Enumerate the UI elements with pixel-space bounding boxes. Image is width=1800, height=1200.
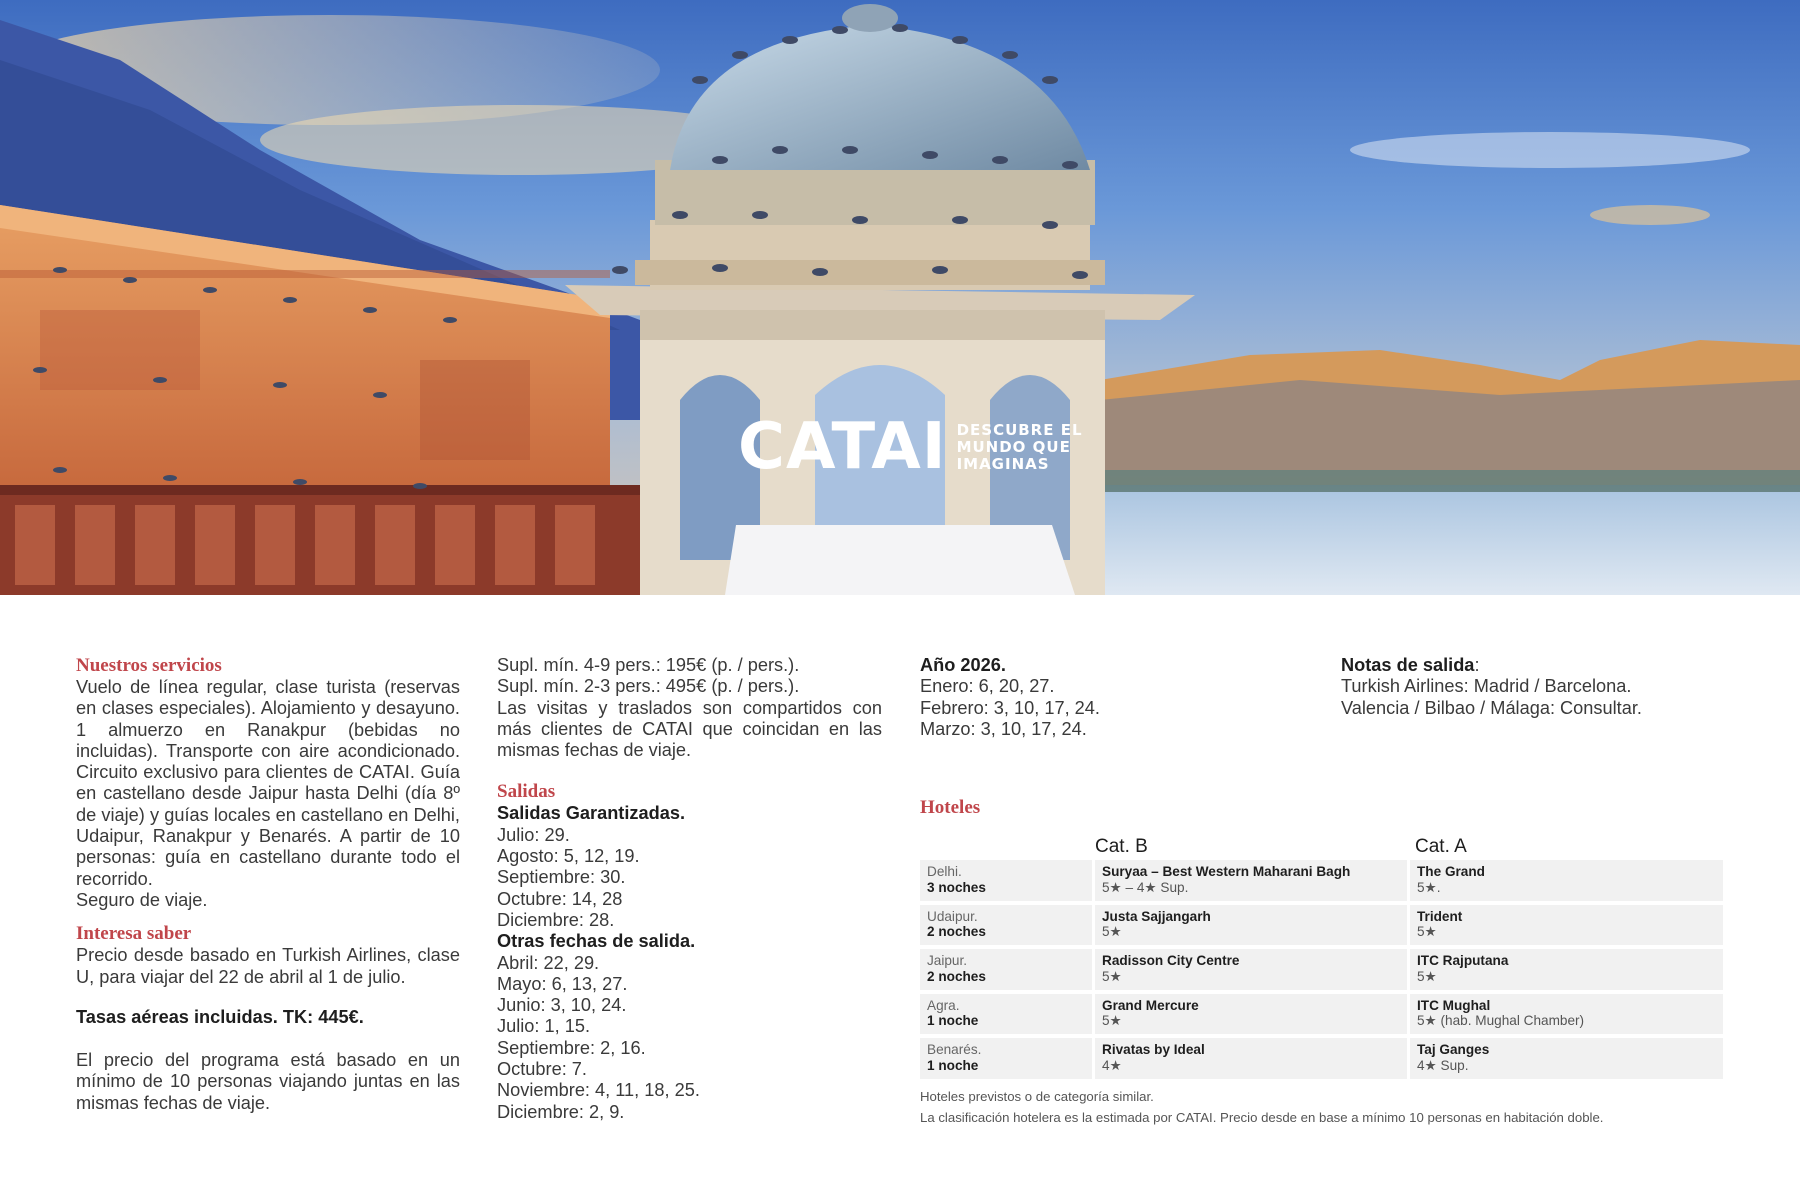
- cat-b-cell: [1095, 1038, 1407, 1079]
- notes-heading: [1341, 655, 1761, 676]
- hotel-name: Taj Ganges: [1417, 1042, 1490, 1057]
- cat-a-cell: [1410, 905, 1723, 946]
- cat-a-cell: [1410, 994, 1723, 1035]
- cat-a-cell: [1410, 949, 1723, 990]
- table-row: [920, 949, 1725, 990]
- table-row: [920, 994, 1725, 1035]
- hotel-name: Radisson City Centre: [1102, 953, 1240, 968]
- guaranteed-date: Diciembre: 28.: [497, 909, 615, 930]
- cat-a-header: [1410, 836, 1723, 860]
- cat-b-cell: [1095, 949, 1407, 990]
- visits-text: Las visitas y traslados son compartidos con más clientes de CATAI que coincidan en las mismas fechas de viaje.: [497, 697, 882, 761]
- cat-a-cell: [1410, 860, 1723, 901]
- taxes-text: Tasas aéreas incluidas. TK: 445€.: [76, 1006, 364, 1027]
- table-row: [920, 905, 1725, 946]
- cat-b-cell: [1095, 860, 1407, 901]
- hotel-category: 5★ (hab. Mughal Chamber): [1417, 1013, 1585, 1028]
- other-date: Diciembre: 2, 9.: [497, 1101, 625, 1122]
- hotel-name: Suryaa – Best Western Maharani Bagh: [1102, 864, 1351, 879]
- year-2026-date: Marzo: 3, 10, 17, 24.: [920, 718, 1087, 739]
- other-date: Junio: 3, 10, 24.: [497, 995, 627, 1016]
- other-date: Noviembre: 4, 11, 18, 25.: [497, 1080, 700, 1101]
- other-date: Mayo: 6, 13, 27.: [497, 973, 628, 994]
- city-name: Udaipur.: [927, 908, 978, 924]
- year-2026-column: [920, 655, 1320, 740]
- notes-line: Turkish Airlines: Madrid / Barcelona.: [1341, 676, 1632, 697]
- notes-title: Notas de salida: [1341, 655, 1475, 675]
- insurance-text: Seguro de viaje.: [76, 889, 208, 910]
- notes-column: [1341, 655, 1761, 719]
- guaranteed-heading: Salidas Garantizadas.: [497, 803, 686, 824]
- hotel-category: 5★: [1102, 924, 1122, 939]
- hotel-name: Justa Sajjangarh: [1102, 908, 1211, 924]
- departures-column: [497, 655, 882, 1123]
- hotel-category: 5★: [1417, 968, 1437, 984]
- guaranteed-date: Julio: 29.: [497, 824, 570, 845]
- city-cell: [920, 994, 1092, 1035]
- city-cell: [920, 1038, 1092, 1079]
- tagline-line-2: MUNDO QUE: [956, 437, 1071, 456]
- hotel-category: 4★: [1102, 1057, 1122, 1073]
- cat-b-header: [912, 836, 1407, 860]
- hotels-note-2: La clasificación hotelera es la estimada por CATAI. Precio desde en base a mínimo 10 personas en habitación doble.: [920, 1110, 1604, 1125]
- services-text: Vuelo de línea regular, clase turista (reservas en clases especiales). Alojamiento y desayuno. 1 almuerzo en Ranakpur (bebidas no incluidas). Transporte con aire acondicionado. Circuito exclusivo para clientes de CATAI. Guía en castellano desde Jaipur hasta Delhi (día 8º de viaje) y guías locales en castellano en Delhi, Udaipur, Ranakpur y Benarés. A partir de 10 personas: guía en castellano durante todo el recorrido.: [76, 677, 460, 889]
- year-2026-heading: Año 2026.: [920, 655, 1006, 675]
- guaranteed-date: Septiembre: 30.: [497, 867, 626, 888]
- hotels-table: [920, 836, 1725, 1083]
- hotels-heading: Hoteles: [920, 797, 981, 818]
- year-2026-date: Febrero: 3, 10, 17, 24.: [920, 697, 1100, 718]
- cat-a-label: Cat. A: [1415, 836, 1467, 857]
- city-name: Jaipur.: [927, 953, 968, 968]
- brand-tagline: [957, 422, 1083, 473]
- hotel-category: 5★ – 4★ Sup.: [1102, 879, 1189, 895]
- nights: 2 noches: [927, 924, 986, 939]
- hotels-table-header: [920, 836, 1725, 860]
- city-cell: [920, 949, 1092, 990]
- supplement-2: Supl. mín. 2-3 pers.: 495€ (p. / pers.).: [497, 676, 800, 697]
- city-cell: [920, 860, 1092, 901]
- city-cell: [920, 905, 1092, 946]
- hotel-category: 5★: [1102, 968, 1122, 984]
- hotel-name: Rivatas by Ideal: [1102, 1042, 1205, 1057]
- year-2026-date: Enero: 6, 20, 27.: [920, 676, 1055, 697]
- hotel-category: 4★ Sup.: [1417, 1057, 1469, 1073]
- hotel-name: The Grand: [1417, 864, 1485, 879]
- departures-heading: Salidas: [497, 781, 556, 803]
- hotel-category: 5★: [1102, 1013, 1122, 1028]
- hero-photo: [0, 0, 1800, 595]
- cat-b-cell: [1095, 994, 1407, 1035]
- hotel-category: 5★.: [1417, 879, 1441, 895]
- program-text: El precio del programa está basado en un mínimo de 10 personas viajando juntas en las mismas fechas de viaje.: [76, 1050, 460, 1113]
- services-column: [76, 655, 460, 1114]
- hotel-name: Grand Mercure: [1102, 997, 1199, 1013]
- hotel-category: 5★: [1417, 924, 1437, 939]
- city-name: Benarés.: [927, 1042, 982, 1057]
- hotel-name: Trident: [1417, 908, 1463, 924]
- guaranteed-date: Agosto: 5, 12, 19.: [497, 846, 640, 867]
- tagline-line-1: DESCUBRE EL: [956, 420, 1083, 439]
- cat-b-cell: [1095, 905, 1407, 946]
- palace-illustration: [0, 0, 1800, 595]
- other-date: Septiembre: 2, 16.: [497, 1037, 646, 1058]
- other-date: Julio: 1, 15.: [497, 1016, 591, 1037]
- nights: 1 noche: [927, 1057, 979, 1073]
- other-dates-heading: Otras fechas de salida.: [497, 931, 696, 952]
- brand-name: CATAI: [738, 410, 947, 484]
- hotel-name: ITC Mughal: [1417, 997, 1491, 1013]
- nights: 2 noches: [927, 968, 986, 984]
- other-date: Abril: 22, 29.: [497, 952, 600, 973]
- table-row: [920, 860, 1725, 901]
- nights: 1 noche: [927, 1013, 979, 1028]
- cat-a-cell: [1410, 1038, 1723, 1079]
- table-row: [920, 1038, 1725, 1079]
- notes-colon: :: [1474, 655, 1480, 675]
- hotel-name: ITC Rajputana: [1417, 953, 1509, 968]
- hotels-note-1: Hoteles previstos o de categoría similar.: [920, 1089, 1154, 1104]
- guaranteed-date: Octubre: 14, 28: [497, 888, 623, 909]
- cat-b-label: Cat. B: [1095, 836, 1148, 857]
- city-name: Agra.: [927, 997, 960, 1013]
- nights: 3 noches: [927, 879, 986, 895]
- catai-logo: [738, 410, 1083, 484]
- price-text: Precio desde basado en Turkish Airlines, clase U, para viajar del 22 de abril al 1 de julio.: [76, 945, 460, 987]
- services-heading: Nuestros servicios: [76, 655, 222, 676]
- tagline-line-3: IMAGINAS: [956, 454, 1050, 473]
- supplement-1: Supl. mín. 4-9 pers.: 195€ (p. / pers.).: [497, 655, 800, 675]
- notes-line: Valencia / Bilbao / Málaga: Consultar.: [1341, 697, 1642, 718]
- city-name: Delhi.: [927, 864, 962, 879]
- other-date: Octubre: 7.: [497, 1059, 587, 1080]
- info-heading: Interesa saber: [76, 923, 192, 945]
